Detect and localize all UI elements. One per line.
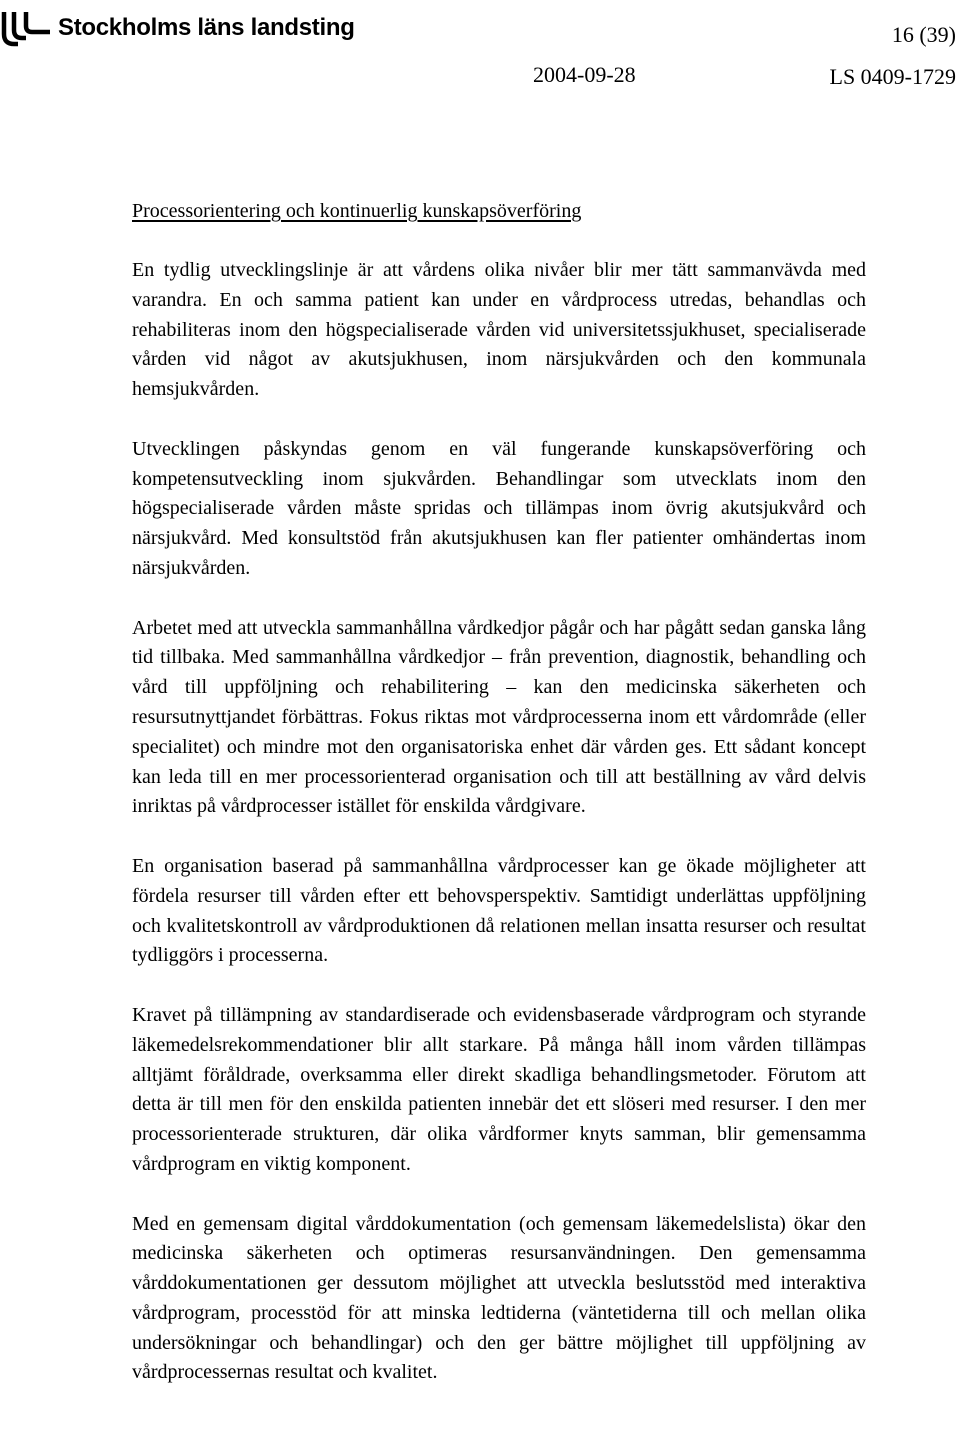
paragraph: Med en gemensam digital vårddokumentation (och gemensam läkemedelslista) ökar den medicinska säkerheten och optimeras resursanvändningen. Den gemensamma vårddokumentationen ger dessutom möjlighet att utveckla beslutsstöd med interaktiva vårdprogram, processtöd för att minska ledtiderna (väntetiderna till och mellan olika undersökningar och behandlingar) och den ger bättre möjlighet till uppföljning av vårdprocessernas resultat och kvalitet. xyxy=(132,1212,866,1384)
document-date: 2004-09-28 xyxy=(533,62,636,87)
organization-logo xyxy=(0,8,355,48)
organization-name: Stockholms läns landsting xyxy=(58,14,355,41)
sll-logo-icon xyxy=(0,8,52,48)
paragraph: Arbetet med att utveckla sammanhållna vårdkedjor pågår och har pågått sedan ganska lång tid tillbaka. Med sammanhållna vårdkedjor – från prevention, diagnostik, behandling och vård till uppföljning och rehabilitering – kan den medicinska säkerheten och resursutnyttjandet förbättras. Fokus riktas mot vårdprocesserna inom ett vårdområde (eller specialitet) och mindre mot den organisatoriska enhet där vården ges. Ett sådant koncept kan leda till en mer processorienterad organisation och till att beställning av vård delvis inriktas på vårdprocesser istället för enskilda vårdgivare. xyxy=(132,616,866,818)
paragraph: En organisation baserad på sammanhållna vårdprocesser kan ge ökade möjligheter att fördela resurser till vården efter ett behovsperspektiv. Samtidigt underlättas uppföljning och kvalitetskontroll av vårdproduktionen då relationen mellan insatta resurser och resultat tydliggörs i processerna. xyxy=(132,854,866,967)
page-header xyxy=(0,0,960,100)
section-title: Processorientering och kontinuerlig kunskapsöverföring xyxy=(132,200,582,222)
paragraph: Utvecklingen påskyndas genom en väl fungerande kunskapsöverföring och kompetensutveckling inom sjukvården. Behandlingar som utvecklats inom den högspecialiserade vården måste spridas och tillämpas inom övrig akutsjukvård och närsjukvård. Med konsultstöd från akutsjukhusen kan fler patienter omhändertas inom närsjukvården. xyxy=(132,437,866,579)
paragraph: En tydlig utvecklingslinje är att vårdens olika nivåer blir mer tätt sammanvävda med varandra. En och samma patient kan under en vårdprocess utredas, behandlas och rehabiliteras inom den högspecialiserade vården vid universitetssjukhuset, specialiserade vården vid något av akutsjukhusen, inom närsjukvården och den kommunala hemsjukvården. xyxy=(132,259,866,401)
document-reference: LS 0409-1729 xyxy=(829,64,956,89)
page-number: 16 (39) xyxy=(891,22,956,47)
paragraph: Kravet på tillämpning av standardiserade och evidensbaserade vårdprogram och styrande läkemedelsrekommendationer blir allt starkare. På många håll inom vården tillämpas alltjämt föråldrade, overksamma eller direkt skadliga behandlingsmetoder. Förutom att detta är till men för den enskilda patienten innebär det ett slöseri med resurser. I den mer processorienterade strukturen, där olika vårdformer knyts samman, blir gemensamma vårdprogram en viktig komponent. xyxy=(132,1003,866,1175)
document-body xyxy=(132,196,866,1418)
